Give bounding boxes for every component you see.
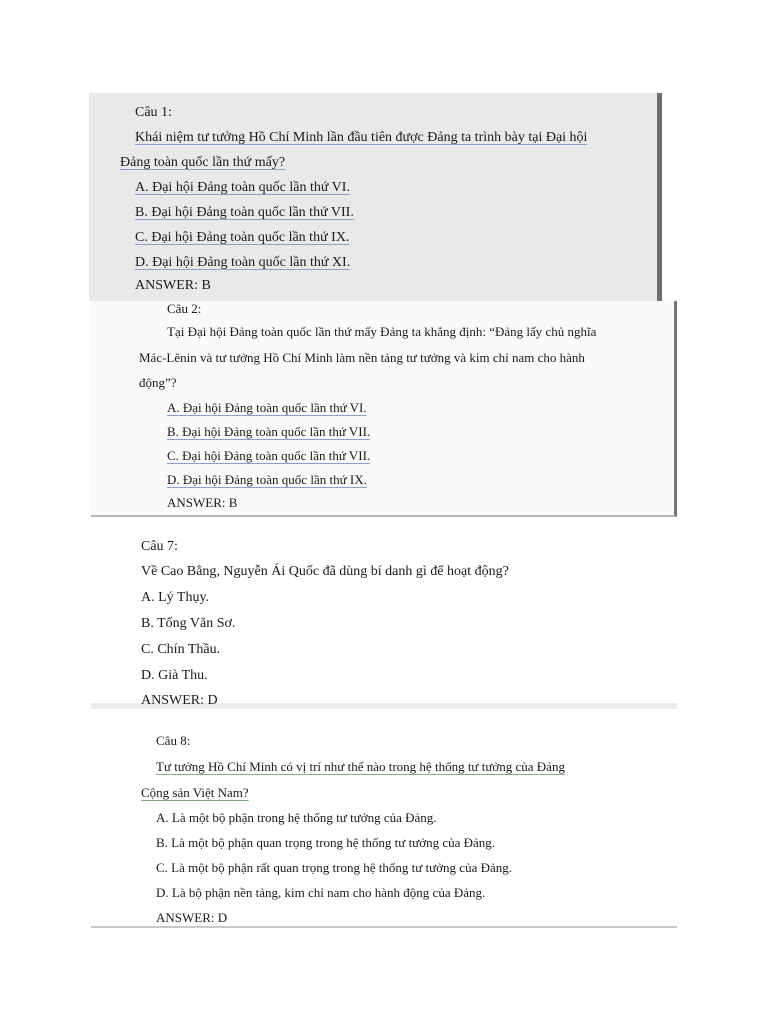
answer: ANSWER: B [135,278,211,293]
question-stem-line: Khái niệm tư tưởng Hồ Chí Minh lần đầu tiên được Đảng ta trình bày tại Đại hội [135,130,588,145]
question-label: Câu 2: [167,301,202,316]
option-b: B. Là một bộ phận quan trọng trong hệ thống tư tưởng của Đảng. [156,835,496,850]
question-stem-line: Mác-Lênin và tư tưởng Hồ Chí Minh làm nền tảng tư tưởng và kim chỉ nam cho hành [139,350,585,365]
option-d: D. Đại hội Đảng toàn quốc lần thứ XI. [135,255,351,270]
question-1-card [89,93,662,301]
question-8-card [91,720,677,928]
answer: ANSWER: D [156,910,228,925]
question-stem-line: Đảng toàn quốc lần thứ mấy? [120,155,286,170]
option-a: A. Là một bộ phận trong hệ thống tư tưởng của Đảng. [156,810,437,825]
question-2-card [91,301,677,517]
answer: ANSWER: D [141,693,218,708]
option-d: D. Già Thu. [141,668,208,683]
question-label: Câu 1: [135,105,172,120]
question-stem-line: động”? [139,375,177,390]
option-c: C. Chín Thầu. [141,642,221,657]
option-a: A. Đại hội Đảng toàn quốc lần thứ VI. [167,400,367,415]
question-stem-line: Về Cao Bằng, Nguyễn Ái Quốc đã dùng bí danh gì để hoạt động? [141,564,509,579]
option-a: A. Lý Thụy. [141,590,210,605]
option-a: A. Đại hội Đảng toàn quốc lần thứ VI. [135,180,350,195]
option-c: C. Là một bộ phận rất quan trọng trong hệ thống tư tưởng của Đảng. [156,860,513,875]
question-stem-line: Tư tưởng Hồ Chí Minh có vị trí như thế nào trong hệ thống tư tưởng của Đảng [156,759,565,774]
option-d: D. Là bộ phận nền tảng, kim chỉ nam cho hành động của Đảng. [156,885,486,900]
answer: ANSWER: B [167,495,238,510]
option-b: B. Đại hội Đảng toàn quốc lần thứ VII. [135,205,354,220]
question-stem-line: Cộng sản Việt Nam? [141,785,249,800]
question-stem-line: Tại Đại hội Đảng toàn quốc lần thứ mấy Đảng ta khẳng định: “Đảng lấy chủ nghĩa [167,324,597,339]
option-b: B. Tống Văn Sơ. [141,616,236,631]
question-label: Câu 7: [141,539,178,554]
question-7-card [91,527,677,709]
option-b: B. Đại hội Đảng toàn quốc lần thứ VII. [167,424,371,439]
option-c: C. Đại hội Đảng toàn quốc lần thứ VII. [167,448,371,463]
option-d: D. Đại hội Đảng toàn quốc lần thứ IX. [167,472,367,487]
question-label: Câu 8: [156,733,191,748]
option-c: C. Đại hội Đảng toàn quốc lần thứ IX. [135,230,350,245]
